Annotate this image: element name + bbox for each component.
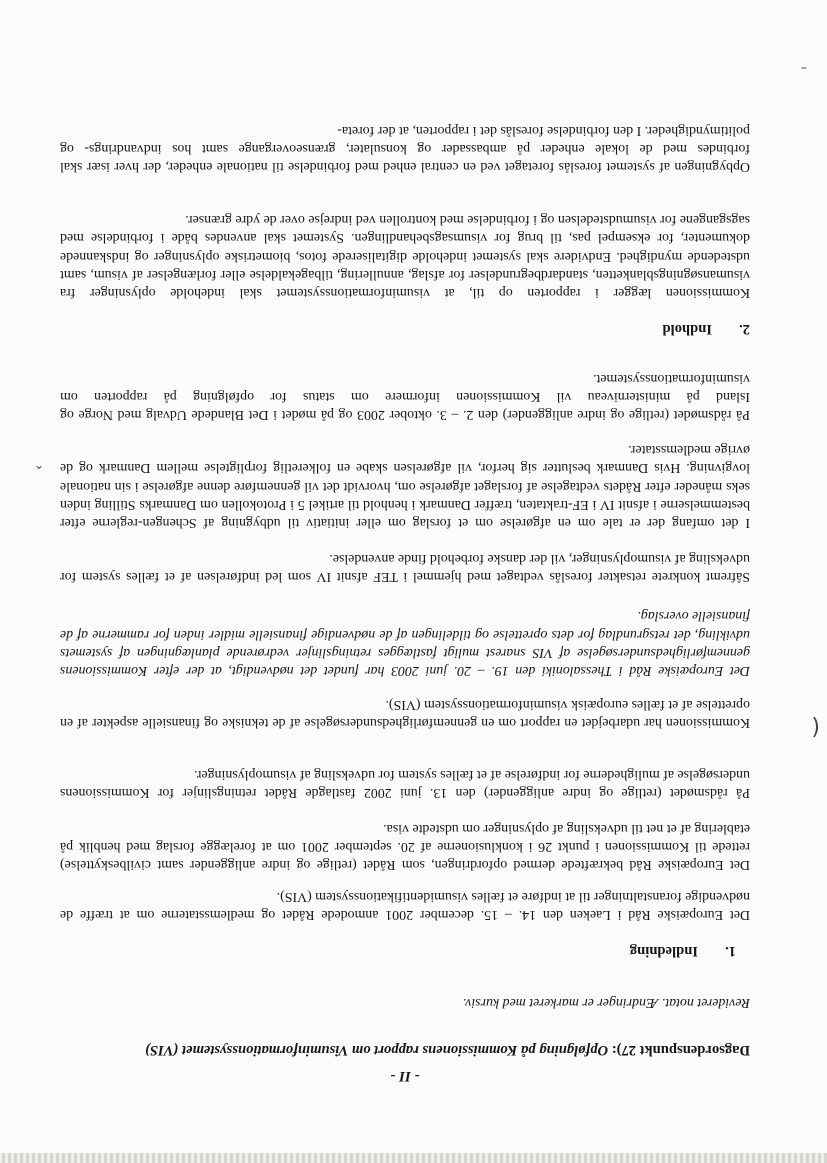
paragraph-1: Det Europæiske Råd i Laeken den 14. – 15. december 2001 anmodede Rådet og medlemsstaterne om at træffe de nødvendige foranstaltninger til at indføre et fælles visumidentifikationssystem (VIS). [60,888,750,922]
margin-mark: ⌃ [33,457,44,471]
margin-mark: ( [811,714,820,739]
revision-note: Revideret notat. Ændringer er markeret med kursiv. [462,995,750,1010]
paragraph-10: Opbygningen af systemet foreslås foretaget ved en central enhed med forbindelse til nationale enheder, der hver især skal forbindes med de lokale enheder på ambassader og konsulater, grænseovergange samt hos indvandrings- og politimyndigheder. I den forbindelse foreslås det i rapporten, at der foreta- [60,122,750,174]
paragraph-7: I det omfang der er tale om en afgørelse om et forslag om eller initiativ til udbygning af Schengen-reglerne efter bestemmelserne i afsnit IV i EF-traktaten, træffer Danmark i henhold til artikel 5 i Protokollen om Danmarks Stilling inden seks måneder efter Rådets vedtagelse af forslaget afgørelse om, hvorvidt det vil gennemføre denne afgørelse i sin nationale lovgivning. Hvis Danmark beslutter sig herfor, vil afgørelsen skabe en folkeretlig forpligtelse mellem Danmark og de øvrige medlemsstater. [60,442,750,530]
page-number: - II - [390,1068,420,1084]
margin-mark: ⁼ [800,59,807,73]
paragraph-9: Kommissionen lægger i rapporten op til, at visuminformationssystemet skal indeholde oplysninger fra visumansøgningsblanketten, standardbegrundelser for afslag, annullering, tilbagekaldelse eller forlængelser af visum, samt udstedende myndighed. Endvidere skal systemet indeholde digitaliserede fotos, biometriske oplysninger og indskannede dokumenter, for eksempel pas, til brug for visumsagsbehandlingen. Systemet skal anvendes både i forbindelse med sagsgangene for visumudstedelsen og i forbindelse med kontrollen ved indrejse over de ydre grænser. [60,212,750,300]
section-heading-1: 1.Indledning [629,943,736,959]
section-heading-2: 2.Indhold [662,321,750,337]
agenda-prefix: Dagsordenspunkt 27): [611,1042,750,1058]
agenda-title [60,1041,750,1059]
scan-edge [0,1153,827,1163]
paragraph-2: Det Europæiske Råd bekræftede dermed opfordringen, som Rådet (retlige og indre anliggender samt civilbeskyttelse) rettede til Kommissionen i punkt 26 i konklusionerne af 20. september 2001 om at forelægge forslag med henblik på etablering af et net til udveksling af oplysninger om udstedte visa. [60,820,750,872]
paragraph-6: Såfremt konkrete retsakter foreslås vedtaget med hjemmel i TEF afsnit IV som led indførelsen af et fælles system for udveksling af visumoplysninger, vil der danske forbehold finde anvendelse. [60,550,750,584]
agenda-title-text: Opfølgning på Kommissionens rapport om Visuminformationssystemet (VIS) [145,1042,609,1058]
paragraph-4: Kommissionen har udarbejdet en rapport om en gennemførlighedsundersøgelse af de tekniske og finansielle aspekter af en oprettelse af et fælles europæisk visuminformationssystem (VIS). [60,696,750,730]
paragraph-3: På rådsmødet (retlige og indre anliggender) den 13. juni 2002 fastlagde Rådet retningslinjer for Kommissionens undersøgelse af mulighederne for indførelse af et fælles system for udveksling af visumoplysninger. [60,766,750,800]
paragraph-5: Det Europæiske Råd i Thessaloniki den 19. – 20. juni 2003 har fundet det nødvendigt, at der efter Kommissionens gennemførlighedsundersøgelse af VIS snarest muligt fastlægges retningslinjer vedrørende planlægningen af systemets udvikling, det retsgrundlag for dets oprettelse og tildelingen af de nødvendige finansielle midler inden for rammerne af de finansielle overslag. [60,608,750,678]
paragraph-8: På rådsmødet (retlige og indre anliggender) den 2. – 3. oktober 2003 og på mødet i Det Blandede Udvalg med Norge og Island på ministerniveau vil Kommissionen informere om status for opfølgning på rapporten om visuminformationssystemet. [60,370,750,422]
